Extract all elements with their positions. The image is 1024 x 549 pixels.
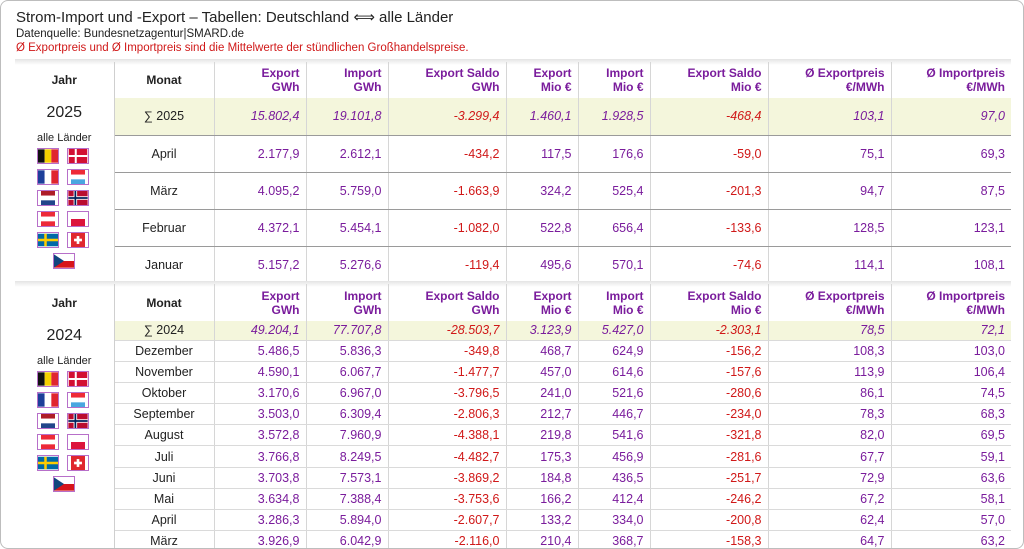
poland-flag-icon[interactable] <box>67 211 89 227</box>
cell-saldo-gwh: -2.607,7 <box>388 510 506 531</box>
cell-export-eur: 210,4 <box>506 531 578 549</box>
cell-import-gwh: 7.388,4 <box>306 488 388 509</box>
cell-importpreis: 87,5 <box>891 172 1011 209</box>
cell-import-gwh: 6.067,7 <box>306 361 388 382</box>
month-cell: November <box>114 361 214 382</box>
column-header-importpreis[interactable]: Ø Importpreis €/MWh <box>891 62 1011 98</box>
sum-import-eur: 1.928,5 <box>578 98 650 135</box>
cell-saldo-eur: -158,3 <box>650 531 768 549</box>
cell-exportpreis: 67,2 <box>768 488 891 509</box>
cell-export-eur: 324,2 <box>506 172 578 209</box>
month-cell: Januar <box>114 246 214 283</box>
table-row[interactable] <box>15 382 1011 403</box>
cell-import-eur: 525,4 <box>578 172 650 209</box>
month-cell: Februar <box>114 209 214 246</box>
cell-importpreis: 69,5 <box>891 425 1011 446</box>
column-header-import-gwh[interactable]: Import GWh <box>306 62 388 98</box>
data-source: Datenquelle: Bundesnetzagentur|SMARD.de <box>16 28 245 40</box>
sum-importpreis: 72,1 <box>891 321 1011 340</box>
switzerland-flag-icon[interactable] <box>67 455 89 471</box>
cell-importpreis: 74,5 <box>891 382 1011 403</box>
column-header-row <box>15 284 1011 321</box>
sum-import-eur: 5.427,0 <box>578 321 650 340</box>
price-note: Ø Exportpreis und Ø Importpreis sind die Mittelwerte der stündlichen Großhandelspreise. <box>16 42 469 54</box>
sum-export-gwh: 15.802,4 <box>214 98 306 135</box>
column-header-export-gwh[interactable]: Export GWh <box>214 62 306 98</box>
cell-saldo-gwh: -119,4 <box>388 246 506 283</box>
cell-import-gwh: 8.249,5 <box>306 446 388 467</box>
cell-export-gwh: 3.634,8 <box>214 488 306 509</box>
cell-import-eur: 446,7 <box>578 404 650 425</box>
cell-exportpreis: 72,9 <box>768 467 891 488</box>
column-header-saldo-eur[interactable]: Export Saldo Mio € <box>650 62 768 98</box>
cell-import-eur: 656,4 <box>578 209 650 246</box>
table-row[interactable] <box>15 531 1011 549</box>
cell-saldo-eur: -133,6 <box>650 209 768 246</box>
cell-saldo-eur: -280,6 <box>650 382 768 403</box>
column-header-export-eur[interactable]: Export Mio € <box>506 62 578 98</box>
month-cell: März <box>114 531 214 549</box>
sum-exportpreis: 78,5 <box>768 321 891 340</box>
column-header-importpreis[interactable]: Ø Importpreis €/MWh <box>891 284 1011 321</box>
cell-saldo-eur: -201,3 <box>650 172 768 209</box>
cell-saldo-eur: -157,6 <box>650 361 768 382</box>
cell-saldo-eur: -200,8 <box>650 510 768 531</box>
cell-saldo-eur: -59,0 <box>650 135 768 172</box>
cell-import-eur: 456,9 <box>578 446 650 467</box>
cell-saldo-gwh: -349,8 <box>388 340 506 361</box>
sum-exportpreis: 103,1 <box>768 98 891 135</box>
country-scope-label: alle Länder <box>37 132 92 144</box>
column-header-import-gwh[interactable]: Import GWh <box>306 284 388 321</box>
luxembourg-flag-icon[interactable] <box>67 169 89 185</box>
cell-saldo-eur: -156,2 <box>650 340 768 361</box>
luxembourg-flag-icon[interactable] <box>67 392 89 408</box>
month-cell: April <box>114 135 214 172</box>
column-header-saldo-gwh[interactable]: Export Saldo GWh <box>388 284 506 321</box>
cell-saldo-gwh: -434,2 <box>388 135 506 172</box>
sum-label: ∑ 2025 <box>114 98 214 135</box>
month-cell: September <box>114 404 214 425</box>
cell-export-eur: 457,0 <box>506 361 578 382</box>
cell-export-gwh: 3.926,9 <box>214 531 306 549</box>
cell-saldo-eur: -321,8 <box>650 425 768 446</box>
sum-import-gwh: 77.707,8 <box>306 321 388 340</box>
cell-import-gwh: 5.894,0 <box>306 510 388 531</box>
column-header-import-eur[interactable]: Import Mio € <box>578 284 650 321</box>
cell-saldo-gwh: -3.869,2 <box>388 467 506 488</box>
cell-export-eur: 468,7 <box>506 340 578 361</box>
month-cell: März <box>114 172 214 209</box>
table-row[interactable] <box>15 361 1011 382</box>
year-label: 2025 <box>46 104 83 121</box>
cell-importpreis: 59,1 <box>891 446 1011 467</box>
cell-import-gwh: 7.573,1 <box>306 467 388 488</box>
cell-saldo-gwh: -1.663,9 <box>388 172 506 209</box>
cell-saldo-gwh: -3.753,6 <box>388 488 506 509</box>
year-label: 2024 <box>46 327 83 344</box>
denmark-flag-icon[interactable] <box>67 371 89 387</box>
netherlands-flag-icon[interactable] <box>37 413 59 429</box>
cell-exportpreis: 108,3 <box>768 340 891 361</box>
column-header-exportpreis[interactable]: Ø Exportpreis €/MWh <box>768 284 891 321</box>
norway-flag-icon[interactable] <box>67 413 89 429</box>
cell-saldo-gwh: -4.482,7 <box>388 446 506 467</box>
austria-flag-icon[interactable] <box>37 211 59 227</box>
cell-import-eur: 436,5 <box>578 467 650 488</box>
table-row[interactable] <box>15 467 1011 488</box>
cell-importpreis: 58,1 <box>891 488 1011 509</box>
sum-import-gwh: 19.101,8 <box>306 98 388 135</box>
cell-export-gwh: 4.590,1 <box>214 361 306 382</box>
cell-exportpreis: 94,7 <box>768 172 891 209</box>
column-header-jahr: Jahr <box>15 62 114 98</box>
cell-export-gwh: 3.572,8 <box>214 425 306 446</box>
cell-export-eur: 184,8 <box>506 467 578 488</box>
cell-import-gwh: 7.960,9 <box>306 425 388 446</box>
cell-importpreis: 57,0 <box>891 510 1011 531</box>
cell-import-eur: 334,0 <box>578 510 650 531</box>
table-row[interactable] <box>15 425 1011 446</box>
month-cell: Juni <box>114 467 214 488</box>
cell-importpreis: 63,6 <box>891 467 1011 488</box>
cell-import-gwh: 2.612,1 <box>306 135 388 172</box>
cell-saldo-eur: -246,2 <box>650 488 768 509</box>
cell-exportpreis: 78,3 <box>768 404 891 425</box>
sum-importpreis: 97,0 <box>891 98 1011 135</box>
cell-importpreis: 63,2 <box>891 531 1011 549</box>
cell-export-eur: 117,5 <box>506 135 578 172</box>
cell-importpreis: 69,3 <box>891 135 1011 172</box>
table-row[interactable] <box>15 340 1011 361</box>
cell-export-gwh: 5.157,2 <box>214 246 306 283</box>
month-cell: April <box>114 510 214 531</box>
belgium-flag-icon[interactable] <box>37 371 59 387</box>
cell-exportpreis: 64,7 <box>768 531 891 549</box>
cell-import-gwh: 6.967,0 <box>306 382 388 403</box>
sweden-flag-icon[interactable] <box>37 232 59 248</box>
cell-export-eur: 166,2 <box>506 488 578 509</box>
column-header-exportpreis[interactable]: Ø Exportpreis €/MWh <box>768 62 891 98</box>
france-flag-icon[interactable] <box>37 392 59 408</box>
cell-export-gwh: 4.095,2 <box>214 172 306 209</box>
sum-export-eur: 1.460,1 <box>506 98 578 135</box>
sum-saldo-gwh: -28.503,7 <box>388 321 506 340</box>
cell-exportpreis: 75,1 <box>768 135 891 172</box>
month-cell: Juli <box>114 446 214 467</box>
cell-saldo-eur: -234,0 <box>650 404 768 425</box>
cell-exportpreis: 113,9 <box>768 361 891 382</box>
column-header-jahr: Jahr <box>15 284 114 321</box>
cell-export-gwh: 4.372,1 <box>214 209 306 246</box>
cell-import-gwh: 6.309,4 <box>306 404 388 425</box>
cell-export-gwh: 3.766,8 <box>214 446 306 467</box>
cell-import-gwh: 5.759,0 <box>306 172 388 209</box>
table-row[interactable] <box>15 246 1011 283</box>
cell-export-gwh: 2.177,9 <box>214 135 306 172</box>
cell-importpreis: 106,4 <box>891 361 1011 382</box>
cell-import-gwh: 5.836,3 <box>306 340 388 361</box>
table-row[interactable] <box>15 172 1011 209</box>
austria-flag-icon[interactable] <box>37 434 59 450</box>
cell-export-eur: 241,0 <box>506 382 578 403</box>
cell-exportpreis: 62,4 <box>768 510 891 531</box>
cell-exportpreis: 82,0 <box>768 425 891 446</box>
cell-import-eur: 521,6 <box>578 382 650 403</box>
month-cell: August <box>114 425 214 446</box>
column-header-row <box>15 62 1011 98</box>
sum-export-gwh: 49.204,1 <box>214 321 306 340</box>
cell-saldo-eur: -281,6 <box>650 446 768 467</box>
cell-export-gwh: 3.170,6 <box>214 382 306 403</box>
cell-exportpreis: 114,1 <box>768 246 891 283</box>
year-cell <box>15 98 114 283</box>
cell-saldo-eur: -74,6 <box>650 246 768 283</box>
cell-exportpreis: 67,7 <box>768 446 891 467</box>
table-row[interactable] <box>15 488 1011 509</box>
column-header-import-eur[interactable]: Import Mio € <box>578 62 650 98</box>
table-row[interactable] <box>15 510 1011 531</box>
country-scope-label: alle Länder <box>37 355 92 367</box>
cell-import-eur: 541,6 <box>578 425 650 446</box>
cell-importpreis: 108,1 <box>891 246 1011 283</box>
cell-importpreis: 123,1 <box>891 209 1011 246</box>
cell-saldo-gwh: -1.082,0 <box>388 209 506 246</box>
cell-export-eur: 175,3 <box>506 446 578 467</box>
year-table-2025 <box>15 62 1011 284</box>
cell-saldo-gwh: -2.806,3 <box>388 404 506 425</box>
table-row[interactable] <box>15 404 1011 425</box>
cell-saldo-gwh: -1.477,7 <box>388 361 506 382</box>
sum-row <box>15 321 1011 340</box>
table-row[interactable] <box>15 446 1011 467</box>
cell-saldo-gwh: -2.116,0 <box>388 531 506 549</box>
czech-flag-icon[interactable] <box>53 253 75 269</box>
column-header-export-eur[interactable]: Export Mio € <box>506 284 578 321</box>
sum-saldo-gwh: -3.299,4 <box>388 98 506 135</box>
column-header-monat: Monat <box>146 295 182 310</box>
year-table-2024 <box>15 284 1011 549</box>
cell-import-eur: 176,6 <box>578 135 650 172</box>
cell-import-eur: 368,7 <box>578 531 650 549</box>
netherlands-flag-icon[interactable] <box>37 190 59 206</box>
cell-import-gwh: 5.276,6 <box>306 246 388 283</box>
cell-export-eur: 133,2 <box>506 510 578 531</box>
belgium-flag-icon[interactable] <box>37 148 59 164</box>
column-header-export-gwh[interactable]: Export GWh <box>214 284 306 321</box>
cell-import-eur: 570,1 <box>578 246 650 283</box>
cell-import-eur: 412,4 <box>578 488 650 509</box>
sum-row <box>15 98 1011 135</box>
sum-label: ∑ 2024 <box>114 321 214 340</box>
cell-export-gwh: 3.503,0 <box>214 404 306 425</box>
month-cell: Oktober <box>114 382 214 403</box>
column-header-monat: Monat <box>146 73 182 87</box>
norway-flag-icon[interactable] <box>67 190 89 206</box>
country-flags <box>21 148 108 269</box>
sum-export-eur: 3.123,9 <box>506 321 578 340</box>
country-flags <box>21 371 108 492</box>
month-cell: Mai <box>114 488 214 509</box>
switzerland-flag-icon[interactable] <box>67 232 89 248</box>
cell-saldo-gwh: -4.388,1 <box>388 425 506 446</box>
month-cell: Dezember <box>114 340 214 361</box>
year-cell <box>15 321 114 549</box>
cell-export-eur: 522,8 <box>506 209 578 246</box>
table-row[interactable] <box>15 135 1011 172</box>
cell-import-gwh: 6.042,9 <box>306 531 388 549</box>
table-row[interactable] <box>15 209 1011 246</box>
france-flag-icon[interactable] <box>37 169 59 185</box>
cell-import-gwh: 5.454,1 <box>306 209 388 246</box>
cell-export-gwh: 5.486,5 <box>214 340 306 361</box>
cell-export-eur: 495,6 <box>506 246 578 283</box>
cell-importpreis: 68,3 <box>891 404 1011 425</box>
sum-saldo-eur: -468,4 <box>650 98 768 135</box>
cell-import-eur: 624,9 <box>578 340 650 361</box>
cell-exportpreis: 128,5 <box>768 209 891 246</box>
page-title: Strom-Import und -Export – Tabellen: Deutschland ⟺ alle Länder <box>16 9 454 26</box>
cell-export-gwh: 3.703,8 <box>214 467 306 488</box>
cell-import-eur: 614,6 <box>578 361 650 382</box>
cell-saldo-eur: -251,7 <box>650 467 768 488</box>
sum-saldo-eur: -2.303,1 <box>650 321 768 340</box>
cell-importpreis: 103,0 <box>891 340 1011 361</box>
sweden-flag-icon[interactable] <box>37 455 59 471</box>
cell-export-eur: 219,8 <box>506 425 578 446</box>
cell-exportpreis: 86,1 <box>768 382 891 403</box>
column-header-saldo-gwh[interactable]: Export Saldo GWh <box>388 62 506 98</box>
czech-flag-icon[interactable] <box>53 476 75 492</box>
denmark-flag-icon[interactable] <box>67 148 89 164</box>
cell-export-gwh: 3.286,3 <box>214 510 306 531</box>
cell-export-eur: 212,7 <box>506 404 578 425</box>
column-header-saldo-eur[interactable]: Export Saldo Mio € <box>650 284 768 321</box>
poland-flag-icon[interactable] <box>67 434 89 450</box>
cell-saldo-gwh: -3.796,5 <box>388 382 506 403</box>
